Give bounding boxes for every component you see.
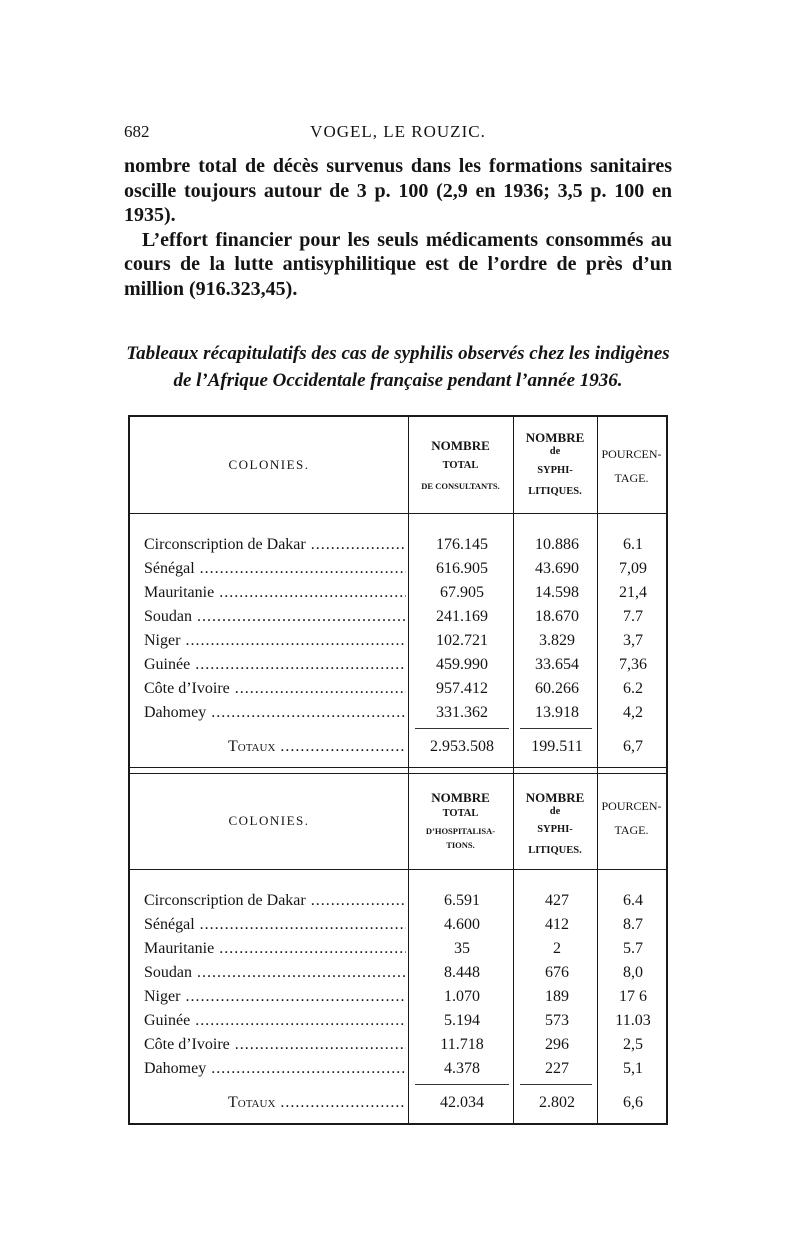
summary-table [128, 415, 668, 1125]
table-row [130, 629, 666, 653]
header-text: LITIQUES. [528, 486, 582, 497]
header-text: NOMBRE [431, 790, 490, 805]
pourcentage-cell: 21,4 [619, 584, 647, 601]
table-row [130, 937, 666, 961]
pourcentage-cell: 5.7 [623, 940, 643, 957]
table1-header-colonies: COLONIES. [228, 457, 310, 472]
table-row [130, 889, 666, 913]
table-row [130, 701, 666, 725]
caption-line-2: de l’Afrique Occidentale française pendant l’année 1936. [173, 370, 623, 391]
pourcentage-cell: 7,09 [619, 560, 647, 577]
syphilitiques-cell: 296 [545, 1036, 569, 1053]
syphilitiques-cell: 2 [553, 940, 561, 957]
total-cell: 241.169 [436, 608, 488, 625]
sum-rule [520, 1084, 592, 1086]
syphilitiques-cell: 2.802 [539, 1094, 575, 1111]
header-text: TAGE. [614, 823, 649, 837]
row-label: Dahomey ..... [144, 701, 406, 725]
syphilitiques-cell: 14.598 [535, 584, 579, 601]
table-caption [124, 340, 672, 394]
row-label: Côte d’Ivoire ..... [144, 677, 406, 701]
total-cell: 616.905 [436, 560, 488, 577]
row-label: Circonscription de Dakar ..... [144, 889, 406, 913]
total-cell: 5.194 [444, 1012, 480, 1029]
table-row [130, 581, 666, 605]
total-cell: 1.070 [444, 988, 480, 1005]
pourcentage-cell: 11.03 [615, 1012, 651, 1029]
row-label: Côte d’Ivoire ..... [144, 1033, 406, 1057]
table-row [130, 913, 666, 937]
header-rule [130, 513, 666, 514]
paragraph-1: nombre total de décès survenus dans les formations sanitaires oscille toujours autour de 3 p. 100 (2,9 en 1936; 3,5 p. 100 en 1935). [124, 155, 672, 226]
syphilitiques-cell: 33.654 [535, 656, 579, 673]
total-cell: 331.362 [436, 704, 488, 721]
running-head: VOGEL, LE ROUZIC. [310, 122, 486, 141]
syphilitiques-cell: 676 [545, 964, 569, 981]
total-cell: 2.953.508 [430, 738, 494, 755]
total-cell: 459.990 [436, 656, 488, 673]
syphilitiques-cell: 18.670 [535, 608, 579, 625]
header-text: de [549, 806, 561, 817]
total-cell: 176.145 [436, 536, 488, 553]
table1-header-pourcentage [597, 447, 666, 485]
table2-header-syphilitiques [513, 791, 597, 858]
table-row [130, 961, 666, 985]
caption-line-1: Tableaux récapitulatifs des cas de syphilis observés chez les indigènes [126, 343, 670, 364]
table-row [130, 1057, 666, 1081]
total-cell: 11.718 [440, 1036, 484, 1053]
total-cell: 102.721 [436, 632, 488, 649]
pourcentage-cell: 17 6 [619, 988, 647, 1005]
header-text: POURCEN- [601, 799, 662, 813]
pourcentage-cell: 2,5 [623, 1036, 643, 1053]
header-rule [130, 869, 666, 870]
pourcentage-cell: 6.2 [623, 680, 643, 697]
row-label: Totaux ..... [228, 1091, 406, 1115]
row-label: Dahomey ..... [144, 1057, 406, 1081]
total-cell: 4.600 [444, 916, 480, 933]
pourcentage-cell: 3,7 [623, 632, 643, 649]
total-cell: 8.448 [444, 964, 480, 981]
pourcentage-cell: 6.1 [623, 536, 643, 553]
table2-header-pourcentage [597, 799, 666, 837]
pourcentage-cell: 8.7 [623, 916, 643, 933]
body-text [124, 154, 672, 301]
syphilitiques-cell: 43.690 [535, 560, 579, 577]
row-label: Mauritanie ..... [144, 581, 406, 605]
syphilitiques-cell: 427 [545, 892, 569, 909]
totals-row [130, 1091, 666, 1115]
header-text: TIONS. [446, 840, 475, 850]
total-cell: 67.905 [440, 584, 484, 601]
table-row [130, 605, 666, 629]
sum-rule [415, 1084, 509, 1086]
header-text: LITIQUES. [528, 845, 582, 856]
totals-row [130, 735, 666, 759]
header-text: SYPHI- [537, 824, 573, 835]
pourcentage-cell: 6,7 [623, 738, 643, 755]
sum-rule [520, 728, 592, 730]
row-label: Sénégal ..... [144, 557, 406, 581]
syphilitiques-cell: 199.511 [531, 738, 583, 755]
row-label: Guinée ..... [144, 1009, 406, 1033]
header-text: TOTAL [442, 460, 479, 471]
total-cell: 4.378 [444, 1060, 480, 1077]
header-text: NOMBRE [525, 430, 585, 445]
row-label: Sénégal ..... [144, 913, 406, 937]
row-label: Mauritanie ..... [144, 937, 406, 961]
pourcentage-cell: 6,6 [623, 1094, 643, 1111]
header-text: de [549, 446, 561, 457]
page-header [124, 122, 672, 146]
row-label: Niger ..... [144, 985, 406, 1009]
header-text: NOMBRE [525, 790, 585, 805]
row-label: Circonscription de Dakar ..... [144, 533, 406, 557]
header-text: D’HOSPITALISA- [425, 826, 496, 836]
header-text: DE CONSULTANTS. [421, 481, 500, 491]
syphilitiques-cell: 412 [545, 916, 569, 933]
header-text: POURCEN- [601, 447, 662, 461]
row-label: Niger ..... [144, 629, 406, 653]
total-cell: 35 [454, 940, 470, 957]
pourcentage-cell: 6.4 [623, 892, 643, 909]
header-text: NOMBRE [431, 438, 490, 453]
pourcentage-cell: 7.7 [623, 608, 643, 625]
syphilitiques-cell: 3.829 [539, 632, 575, 649]
syphilitiques-cell: 573 [545, 1012, 569, 1029]
table-row [130, 985, 666, 1009]
pourcentage-cell: 5,1 [623, 1060, 643, 1077]
total-cell: 957.412 [436, 680, 488, 697]
table-row [130, 653, 666, 677]
page-number: 682 [124, 122, 150, 141]
row-label: Guinée ..... [144, 653, 406, 677]
sum-rule [415, 728, 509, 730]
row-label: Totaux ..... [228, 735, 406, 759]
syphilitiques-cell: 10.886 [535, 536, 579, 553]
total-cell: 42.034 [440, 1094, 484, 1111]
row-label: Soudan ..... [144, 605, 406, 629]
pourcentage-cell: 8,0 [623, 964, 643, 981]
syphilitiques-cell: 227 [545, 1060, 569, 1077]
paragraph-2: L’effort financier pour les seuls médicaments consommés au cours de la lutte antisyphilitique est de l’ordre de près d’un million (916.323,45). [124, 228, 672, 300]
table-row [130, 557, 666, 581]
syphilitiques-cell: 60.266 [535, 680, 579, 697]
syphilitiques-cell: 189 [545, 988, 569, 1005]
total-cell: 6.591 [444, 892, 480, 909]
header-text: TAGE. [614, 471, 649, 485]
header-text: SYPHI- [537, 465, 573, 476]
syphilitiques-cell: 13.918 [535, 704, 579, 721]
section-divider [130, 767, 666, 774]
table-row [130, 1033, 666, 1057]
table-row [130, 533, 666, 557]
header-text: TOTAL [442, 808, 479, 819]
table-row [130, 1009, 666, 1033]
pourcentage-cell: 7,36 [619, 656, 647, 673]
table1-header-total [408, 439, 513, 493]
table-row [130, 677, 666, 701]
table2-header-total [408, 791, 513, 852]
pourcentage-cell: 4,2 [623, 704, 643, 721]
table1-header-syphilitiques [513, 431, 597, 499]
row-label: Soudan ..... [144, 961, 406, 985]
table2-header-colonies: COLONIES. [228, 813, 310, 828]
